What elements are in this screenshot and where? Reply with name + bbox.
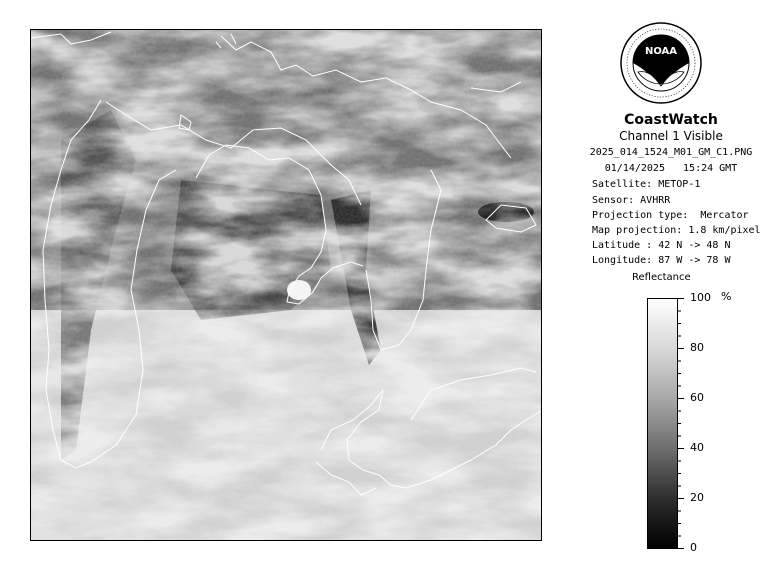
colorbar-tick-label: 0	[690, 541, 697, 554]
acquisition-datetime: 01/14/2025 15:24 GMT	[604, 163, 738, 174]
longitude-range: Longitude: 87 W -> 78 W	[592, 255, 731, 266]
satellite-image	[30, 29, 542, 541]
colorbar-tick-label: 80	[690, 341, 704, 354]
latitude-range: Latitude : 42 N -> 48 N	[592, 240, 731, 251]
reflectance-colorbar	[647, 298, 678, 549]
noaa-logo-icon	[620, 22, 702, 104]
colorbar-tick-label: 100	[690, 291, 711, 304]
colorbar-ticks	[678, 298, 684, 549]
brand-title: CoastWatch	[624, 112, 718, 128]
logo-text: NOAA	[644, 46, 678, 57]
projection-type: Projection type: Mercator	[592, 210, 749, 221]
colorbar-unit: %	[721, 290, 732, 303]
satellite-info: Satellite: METOP-1	[592, 179, 701, 190]
colorbar-tick-label: 40	[690, 441, 704, 454]
colorbar-tick-label: 60	[690, 391, 704, 404]
map-svg	[31, 30, 542, 541]
file-name: 2025_014_1524_M01_GM_C1.PNG	[589, 147, 753, 158]
image-grain	[31, 30, 542, 541]
colorbar-tick-label: 20	[690, 491, 704, 504]
channel-label: Channel 1 Visible	[619, 129, 723, 143]
sensor-info: Sensor: AVHRR	[592, 195, 671, 206]
map-projection: Map projection: 1.8 km/pixel	[592, 225, 761, 236]
colorbar-title: Reflectance	[632, 272, 691, 283]
